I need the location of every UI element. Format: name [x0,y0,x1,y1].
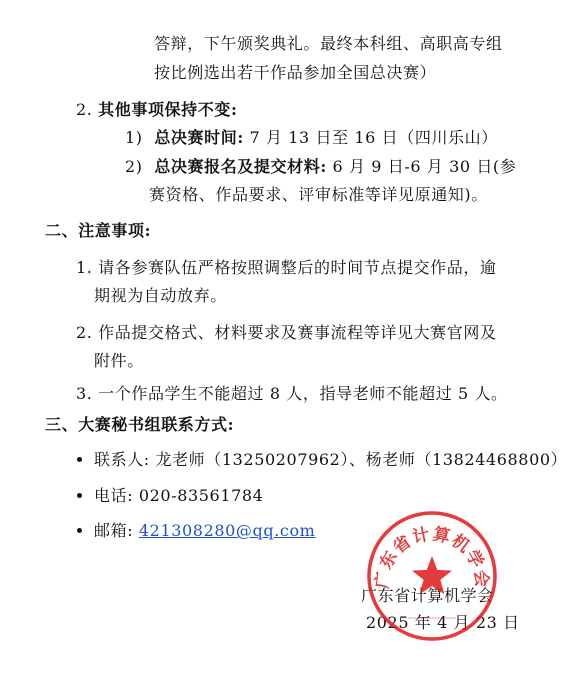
continuation-line-1: 答辩，下午颁奖典礼。最终本科组、高职高专组 [154,34,503,53]
signature-org: 广东省计算机学会 [361,586,494,605]
sub-item-2-number: 2) [125,157,143,176]
note-item-1-line-2: 期视为自动放弃。 [94,286,227,305]
sub-item-2-line-2: 赛资格、作品要求、评审标准等详见原通知)。 [149,185,488,204]
note-item-3-text: 一个作品学生不能超过 8 人，指导老师不能超过 5 人。 [98,384,508,403]
continuation-line-2: 按比例选出若干作品参加全国总决赛） [154,63,437,82]
note-item-2 [76,322,497,344]
contact-person: 联系人: 龙老师（13250207962）、杨老师（13824468800） [94,450,568,469]
section-3-heading: 三、大赛秘书组联系方式: [45,415,235,434]
note-item-3-number: 3. [76,384,93,403]
sub-item-1-number: 1) [125,128,143,147]
item-2-number: 2. [76,100,93,119]
note-item-2-line-2: 附件。 [94,351,144,370]
official-seal-icon [364,508,500,644]
bullet-icon [77,528,82,533]
bullet-icon [77,493,82,498]
sub-item-1 [125,127,498,149]
section-2-heading: 二、注意事项: [45,221,152,240]
email-label: 邮箱: [94,521,139,540]
note-item-1 [76,257,497,279]
note-item-2-text: 作品提交格式、材料要求及赛事流程等详见大赛官网及 [98,323,497,342]
signature-date: 2025 年 4 月 23 日 [366,613,520,632]
item-2-title: 其他事项保持不变: [98,100,238,119]
email-link[interactable]: 421308280@qq.com [138,521,316,540]
sub-item-2-text: 6 月 9 日-6 月 30 日(参 [332,157,517,176]
contact-email [94,520,315,542]
note-item-1-number: 1. [76,258,93,277]
seal-text: 广东省计算机学会 [372,524,492,590]
sub-item-1-label: 总决赛时间: [154,128,244,147]
note-item-3 [76,383,508,405]
sub-item-2-label: 总决赛报名及提交材料: [154,157,327,176]
item-2 [76,99,237,121]
sub-item-2 [125,156,516,178]
sub-item-1-text: 7 月 13 日至 16 日（四川乐山） [249,128,498,147]
note-item-2-number: 2. [76,323,93,342]
note-item-1-text: 请各参赛队伍严格按照调整后的时间节点提交作品，逾 [98,258,497,277]
bullet-icon [77,457,82,462]
contact-phone: 电话: 020-83561784 [94,486,264,505]
